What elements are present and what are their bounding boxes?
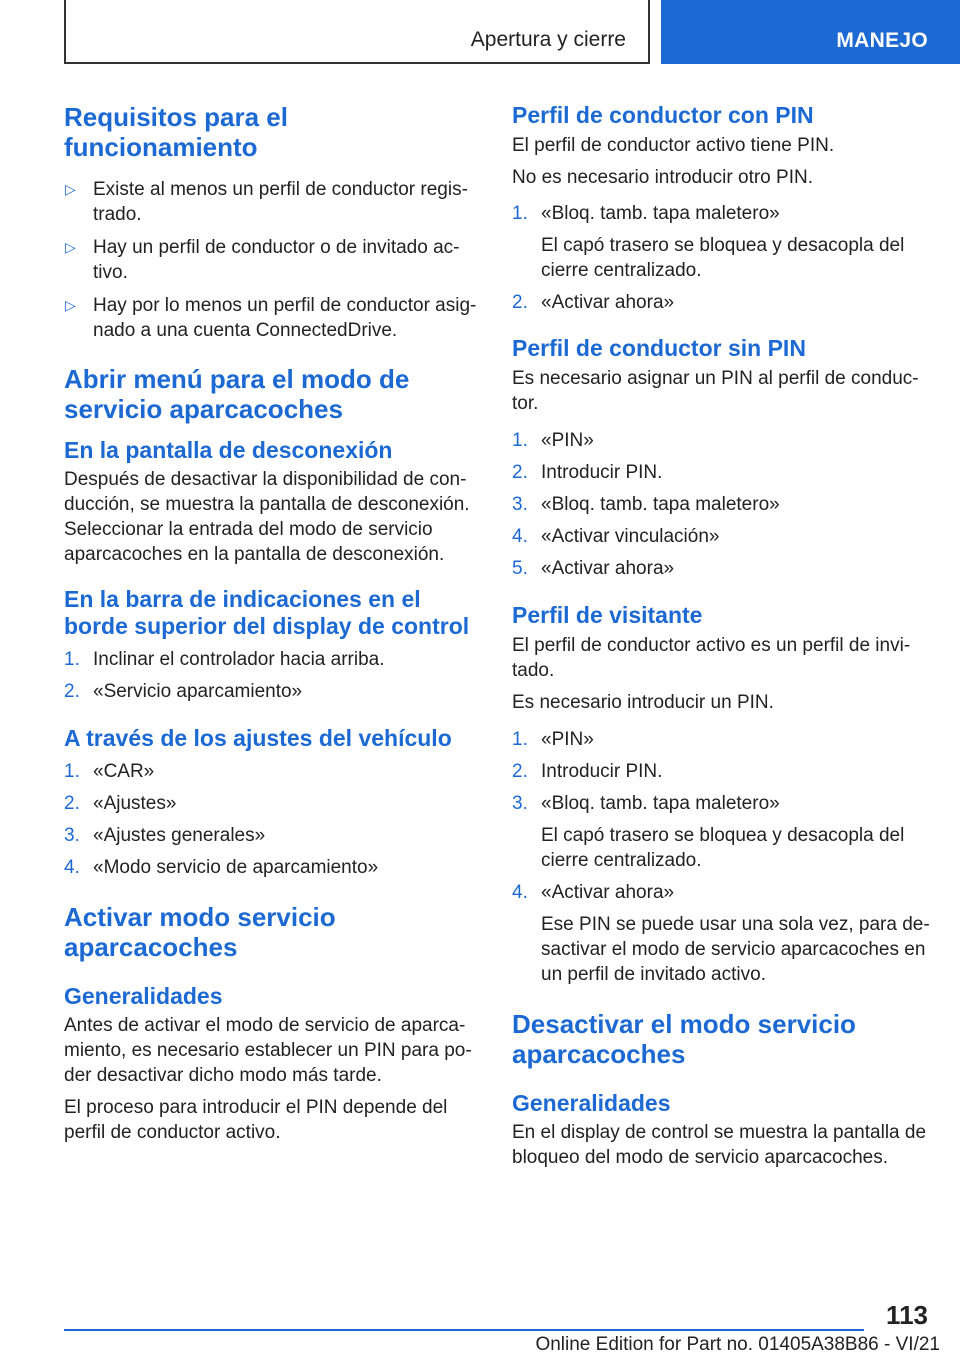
right-column [512,102,932,1170]
heading-activar-modo: Activar modo servicio aparcacoches [64,902,336,962]
heading-pantalla-desconexion: En la pantalla de desconexión [64,437,393,463]
list-item: 2. Introducir PIN. [512,462,663,483]
heading-requisitos: Requisitos para el funcionamiento [64,102,288,162]
heading-perfil-con-pin: Perfil de conductor con PIN [512,102,814,128]
footer-edition: Online Edition for Part no. 01405A38B86 - VI/21 [535,1334,940,1355]
list-item: 4. «Activar ahora» Ese PIN se puede usar una sola vez, para desactivar el modo de servicio aparcacoches en un perfil de invitado activo. [512,880,932,987]
header-section-box [64,0,650,64]
paragraph-desconexion: Después de desactivar la disponibilidad de conducción, se muestra la pantalla de desconexión. Seleccionar la entrada del modo de servicio aparcacoches en la pantalla de desconexión. [64,469,470,565]
step-note: Ese PIN se puede usar una sola vez, para desactivar el modo de servicio aparcacoches en un perfil de invitado activo. [541,914,930,985]
steps-sin-pin [512,428,932,581]
list-item: ▷ Hay un perfil de conductor o de invitado activo. [65,237,460,283]
steps-visitante [512,727,932,987]
paragraph-desactivar: En el display de control se muestra la pantalla de bloqueo del modo de servicio aparcacoches. [512,1122,927,1168]
list-item: 2. «Servicio aparcamiento» [64,681,303,702]
heading-generalidades-activar: Generalidades [64,983,223,1009]
list-item: 2. «Ajustes» [64,793,177,814]
heading-perfil-sin-pin: Perfil de conductor sin PIN [512,335,806,361]
list-item: ▷ Existe al menos un perfil de conductor registrado. [65,179,468,225]
heading-ajustes-vehiculo: A través de los ajustes del vehículo [64,725,452,751]
heading-generalidades-desactivar: Generalidades [512,1090,671,1116]
heading-desactivar-modo: Desactivar el modo servicio aparcacoches [512,1009,856,1069]
footer-divider [64,1329,864,1331]
requirements-list [64,177,480,343]
paragraph-visitante-2: Es necesario introducir un PIN. [512,692,774,713]
list-item: 2. «Activar ahora» [512,292,675,313]
list-item: 2. Introducir PIN. [512,761,663,782]
list-item: 1. «PIN» [512,430,594,451]
bullet-triangle-icon: ▷ [65,239,76,255]
heading-abrir-menu: Abrir menú para el modo de servicio aparcacoches [64,364,410,424]
header-section-title: Apertura y cierre [470,28,626,51]
steps-con-pin [512,201,932,315]
list-item: ▷ Hay por lo menos un perfil de conductor asignado a una cuenta ConnectedDrive. [65,295,477,341]
list-item: 3. «Bloq. tamb. tapa maletero» [512,494,780,515]
steps-ajustes [64,759,480,880]
left-column [64,102,480,1145]
list-item: 3. «Bloq. tamb. tapa maletero» El capó trasero se bloquea y desacopla del cierre centralizado. [512,791,932,873]
list-item: 3. «Ajustes generales» [64,825,266,846]
paragraph-activar-2: El proceso para introducir el PIN depende del perfil de conductor activo. [64,1097,448,1143]
list-item: 1. Inclinar el controlador hacia arriba. [64,649,385,670]
paragraph-con-pin-1: El perfil de conductor activo tiene PIN. [512,135,835,156]
list-item: 5. «Activar ahora» [512,558,675,579]
heading-barra-indicaciones: En la barra de indicaciones en el borde superior del display de control [64,586,470,639]
paragraph-con-pin-2: No es necesario introducir otro PIN. [512,167,813,188]
paragraph-visitante-1: El perfil de conductor activo es un perfil de invitado. [512,635,911,681]
list-item: 4. «Modo servicio de aparcamiento» [64,857,379,878]
header-chapter-label: MANEJO [836,29,928,52]
header-chapter-tab [661,0,960,64]
list-item: 1. «CAR» [64,761,155,782]
list-item: 1. «PIN» [512,729,594,750]
paragraph-activar-1: Antes de activar el modo de servicio de aparcamiento, es necesario establecer un PIN para poder desactivar dicho modo más tarde. [64,1015,472,1086]
list-item: 4. «Activar vinculación» [512,526,720,547]
step-note: El capó trasero se bloquea y desacopla del cierre centralizado. [541,235,905,281]
bullet-triangle-icon: ▷ [65,181,76,197]
page-number: 113 [886,1300,928,1330]
heading-perfil-visitante: Perfil de visitante [512,602,703,628]
paragraph-sin-pin: Es necesario asignar un PIN al perfil de conductor. [512,368,919,414]
steps-barra [64,647,480,704]
list-item: 1. «Bloq. tamb. tapa maletero» El capó trasero se bloquea y desacopla del cierre centralizado. [512,201,932,283]
bullet-triangle-icon: ▷ [65,297,76,313]
step-note: El capó trasero se bloquea y desacopla del cierre centralizado. [541,825,905,871]
